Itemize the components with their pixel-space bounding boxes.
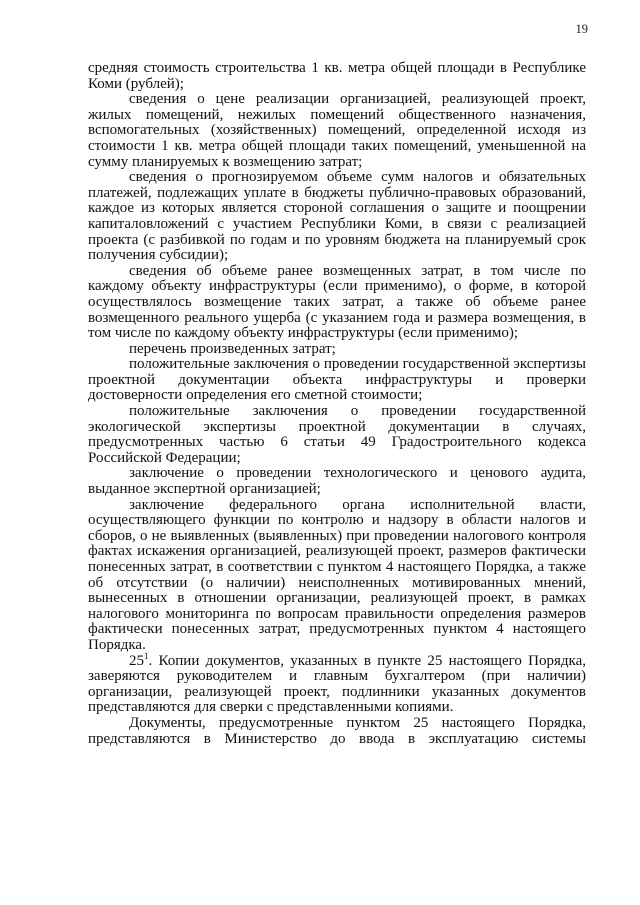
paragraph-vozmeshchennye-zatraty: сведения об объеме ранее возмещенных затрат, в том числе по каждому объекту инфраструктуры (если применимо), о форме, в которой осуществлялось возмещение таких затрат, а также об объеме ранее возмещенного реального ущерба (с указанием года и размера возмещения, в том числе по каждому объекту инфраструктуры (если применимо); [88,262,586,342]
clause-superscript: 1 [144,650,149,661]
paragraph-audit: заключение о проведении технологического и ценового аудита, выданное экспертной организацией; [88,465,586,498]
paragraph-nalogovyi-organ: заключение федерального органа исполнительной власти, осуществляющего функции по контролю и надзору в области налогов и сборов, о не выявленных (выявленных) при проведении налогового контроля фактах искажения организацией, реализующей проект, размеров фактически понесенных затрат, в соответствии с пунктом 4 настоящего Порядка, а также об отсутствии (о наличии) неисполненных мотивированных мнений, вынесенных в отношении организации, реализующей проект, в рамках налогового мониторинга по вопросам правильности определения размеров фактически понесенных затрат, предусмотренных пунктом 4 настоящего Порядка. [88,496,586,653]
document-body [88,61,586,747]
clause-text: . Копии документов, указанных в пункте 25 настоящего Порядка, заверяются руководителем и главным бухгалтером (при наличии) организации, реализующей проект, подлинники указанных документов представляются для сверки с представленными копиями. [88,652,586,716]
clause-25-1 [88,650,586,716]
paragraph-perechen-zatrat: перечень произведенных затрат; [129,340,336,357]
paragraph-gos-ekspertiza: положительные заключения о проведении государственной экспертизы проектной документации объекта инфраструктуры и проверки достоверности определения его сметной стоимости; [88,356,586,404]
closing-paragraph: Документы, предусмотренные пунктом 25 настоящего Порядка, представляются в Министерство до ввода в эксплуатацию системы [88,714,586,747]
page-number: 19 [575,22,588,36]
paragraph-tsena-realizatsii: сведения о цене реализации организацией, реализующей проект, жилых помещений, нежилых помещений общественного назначения, вспомогательных (хозяйственных) помещений, определенной исходя из стоимости 1 кв. метра общей площади таких помещений, уменьшенной на сумму планируемых к возмещению затрат; [88,91,586,170]
paragraph-nalogi: сведения о прогнозируемом объеме сумм налогов и обязательных платежей, подлежащих уплате в бюджеты публично-правовых образований, каждое из которых является стороной соглашения о защите и поощрении капиталовложений с участием Республики Коми, в связи с реализацией проекта (с разбивкой по годам и по уровням бюджета на планируемый срок получения субсидии); [88,169,586,264]
paragraph-eko-ekspertiza: положительные заключения о проведении государственной экологической экспертизы проектной документации в случаях, предусмотренных частью 6 статьи 49 Градостроительного кодекса Российской Федерации; [88,403,586,466]
clause-number: 25 [129,652,144,669]
paragraph-stroitelstvo: средняя стоимость строительства 1 кв. метра общей площади в Республике Коми (рублей); [88,60,586,92]
